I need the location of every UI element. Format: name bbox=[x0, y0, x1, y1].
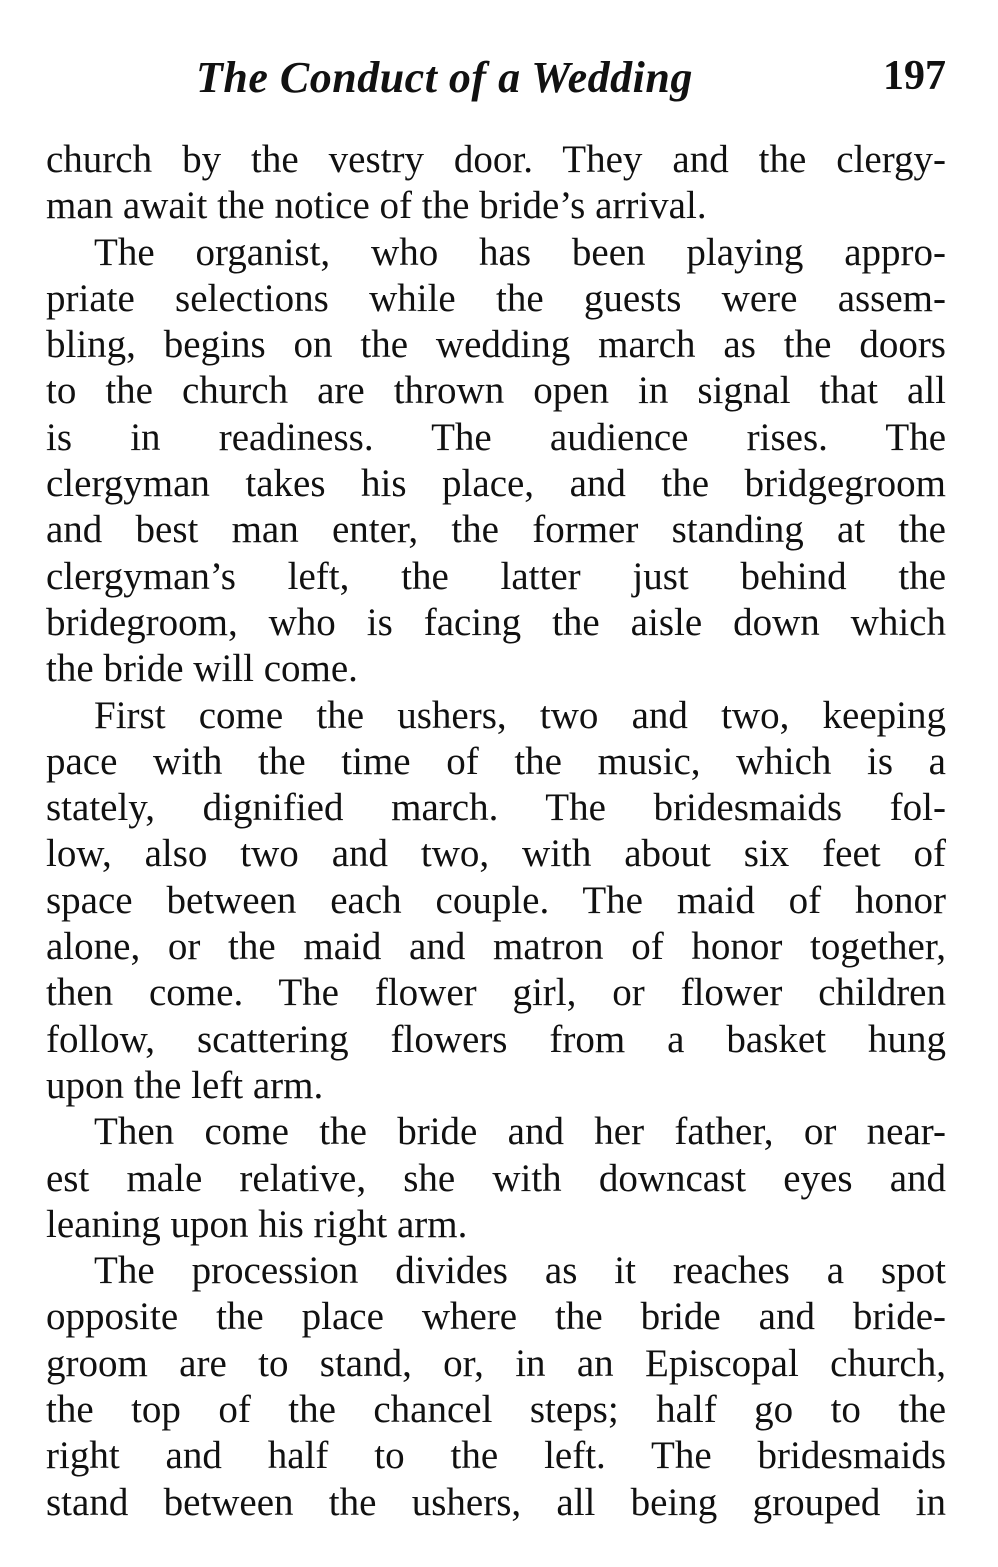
body-text bbox=[46, 137, 946, 1526]
text-line: man await the notice of the bride’s arrival. bbox=[46, 184, 707, 228]
text-line: is in readiness. The audience rises. The bbox=[46, 415, 946, 459]
text-line: the bride will come. bbox=[46, 647, 358, 691]
text-line: church by the vestry door. They and the clergy- bbox=[46, 138, 946, 181]
text-line: then come. The flower girl, or flower children bbox=[46, 971, 946, 1015]
text-line: The organist, who has been playing appro- bbox=[94, 230, 946, 274]
text-line: The procession divides as it reaches a spot bbox=[94, 1249, 946, 1293]
text-line: alone, or the maid and matron of honor together, bbox=[46, 925, 946, 969]
text-line: space between each couple. The maid of honor bbox=[46, 878, 946, 922]
text-line: upon the left arm. bbox=[46, 1063, 324, 1107]
text-line: First come the ushers, two and two, keeping bbox=[94, 693, 946, 737]
page-number: 197 bbox=[883, 53, 946, 99]
running-title: The Conduct of a Wedding bbox=[196, 53, 693, 102]
text-line: opposite the place where the bride and bride- bbox=[46, 1295, 946, 1339]
text-line: the top of the chancel steps; half go to the bbox=[46, 1388, 946, 1432]
text-line: bridegroom, who is facing the aisle down which bbox=[46, 600, 946, 644]
text-line: clergyman’s left, the latter just behind the bbox=[46, 554, 946, 598]
text-line: to the church are thrown open in signal that all bbox=[46, 369, 946, 413]
text-line: clergyman takes his place, and the bridgegroom bbox=[46, 462, 946, 506]
text-line: low, also two and two, with about six feet of bbox=[46, 832, 946, 876]
text-line: groom are to stand, or, in an Episcopal church, bbox=[46, 1341, 946, 1385]
running-head bbox=[0, 52, 998, 112]
text-line: pace with the time of the music, which is a bbox=[46, 739, 946, 783]
text-line: follow, scattering flowers from a basket hung bbox=[46, 1017, 946, 1061]
text-line: and best man enter, the former standing at the bbox=[46, 508, 946, 552]
text-line: est male relative, she with downcast eyes and bbox=[46, 1156, 946, 1200]
text-line: stand between the ushers, all being grouped in bbox=[46, 1480, 946, 1524]
text-line: Then come the bride and her father, or near- bbox=[94, 1110, 946, 1154]
text-line: bling, begins on the wedding march as the doors bbox=[46, 323, 946, 367]
text-line: leaning upon his right arm. bbox=[46, 1202, 468, 1246]
text-line: priate selections while the guests were assem- bbox=[46, 276, 946, 320]
text-line: stately, dignified march. The bridesmaids fol- bbox=[46, 786, 946, 830]
text-line: right and half to the left. The bridesmaids bbox=[46, 1434, 946, 1478]
